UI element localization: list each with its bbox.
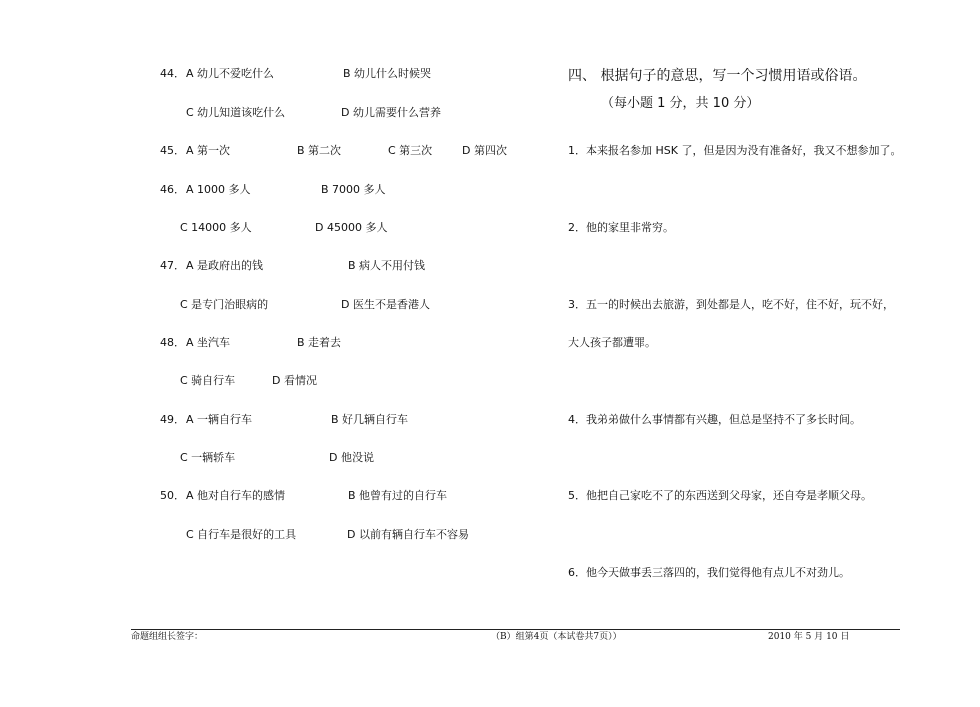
option-c: C 骑自行车 (180, 374, 236, 387)
item-number: 3． (568, 298, 586, 311)
question-number: 47． (160, 259, 185, 272)
option-c: C 是专门治眼病的 (180, 298, 269, 311)
option-c: C 第三次 (388, 144, 433, 157)
option-a: A 1000 多人 (186, 183, 251, 196)
option-d: D 第四次 (462, 144, 507, 157)
option-d: D 看情况 (272, 374, 317, 387)
question-number: 44． (160, 67, 185, 80)
option-b: B 走着去 (297, 336, 342, 349)
item-text: 五一的时候出去旅游，到处都是人，吃不好，住不好，玩不好， (586, 298, 894, 311)
footer-divider (131, 629, 900, 630)
question-number: 50． (160, 489, 185, 502)
option-c: C 14000 多人 (180, 221, 252, 234)
option-b: B 他曾有过的自行车 (348, 489, 448, 502)
option-d: D 幼儿需要什么营养 (341, 106, 441, 119)
item-number: 2． (568, 221, 586, 234)
page-info: （B）组第4页（本试卷共7页）） (491, 632, 622, 642)
option-b: B 好几辆自行车 (331, 413, 409, 426)
option-b: B 幼儿什么时候哭 (343, 67, 432, 80)
option-a: A 幼儿不爱吃什么 (186, 67, 275, 80)
item-text: 他的家里非常穷。 (586, 221, 674, 234)
item-text: 本来报名参加 HSK 了，但是因为没有准备好，我又不想参加了。 (586, 144, 902, 157)
option-c: C 自行车是很好的工具 (186, 528, 297, 541)
option-a: A 是政府出的钱 (186, 259, 264, 272)
question-number: 48． (160, 336, 185, 349)
option-b: B 第二次 (297, 144, 342, 157)
item-text: 我弟弟做什么事情都有兴趣，但总是坚持不了多长时间。 (586, 413, 861, 426)
section-title: 四、 根据句子的意思，写一个习惯用语或俗语。 (568, 68, 867, 84)
question-number: 45． (160, 144, 185, 157)
exam-date: 2010 年 5 月 10 日 (768, 632, 850, 642)
option-a: A 第一次 (186, 144, 231, 157)
signature-label: 命题组组长签字： (131, 632, 204, 642)
option-b: B 病人不用付钱 (348, 259, 426, 272)
option-d: D 45000 多人 (315, 221, 388, 234)
item-number: 6． (568, 566, 586, 579)
section-subtitle: （每小题 1 分，共 10 分） (601, 96, 760, 111)
item-text-continued: 大人孩子都遭罪。 (568, 336, 656, 349)
option-a: A 一辆自行车 (186, 413, 253, 426)
item-text: 他今天做事丢三落四的，我们觉得他有点儿不对劲儿。 (586, 566, 850, 579)
option-b: B 7000 多人 (321, 183, 386, 196)
option-d: D 医生不是香港人 (341, 298, 430, 311)
question-number: 49． (160, 413, 185, 426)
option-a: A 他对自行车的感情 (186, 489, 286, 502)
option-d: D 以前有辆自行车不容易 (347, 528, 469, 541)
option-c: C 一辆轿车 (180, 451, 236, 464)
question-number: 46． (160, 183, 185, 196)
option-d: D 他没说 (329, 451, 374, 464)
item-number: 5． (568, 489, 586, 502)
item-number: 1． (568, 144, 586, 157)
item-text: 他把自己家吃不了的东西送到父母家，还自夸是孝顺父母。 (586, 489, 872, 502)
option-a: A 坐汽车 (186, 336, 231, 349)
option-c: C 幼儿知道该吃什么 (186, 106, 286, 119)
item-number: 4． (568, 413, 586, 426)
